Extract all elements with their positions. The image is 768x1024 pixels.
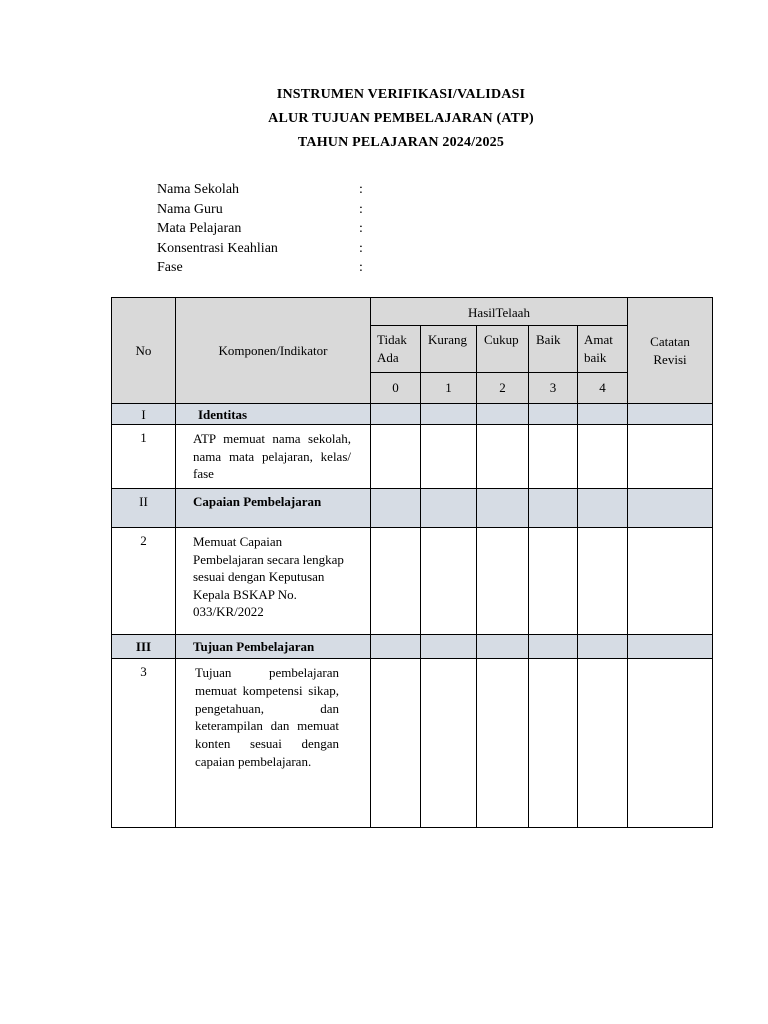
info-row-fase	[157, 258, 377, 278]
score-cell[interactable]	[421, 635, 477, 659]
identity-info-block	[157, 180, 377, 278]
score-cell[interactable]	[578, 425, 628, 489]
header-hasil-telaah: HasilTelaah	[371, 298, 628, 326]
rating-label-line-2: baik	[584, 350, 607, 365]
item-indicator: Tujuan pembelajaran memuat kompetensi sikap, pengetahuan, dan keterampilan dan memuat konten sesuai dengan capaian pembelajaran.	[176, 659, 371, 828]
header-score-3: 3	[529, 373, 578, 404]
score-cell[interactable]	[421, 404, 477, 425]
catatan-cell[interactable]	[628, 489, 713, 528]
score-cell[interactable]	[529, 404, 578, 425]
table-row	[112, 659, 713, 828]
header-catatan-line-1: Catatan	[650, 333, 690, 349]
header-catatan-revisi	[628, 298, 713, 404]
table-header-row	[112, 298, 713, 326]
item-indicator-line: 033/KR/2022	[193, 604, 264, 619]
section-number: III	[112, 635, 176, 659]
score-cell[interactable]	[371, 528, 421, 635]
score-cell[interactable]	[578, 489, 628, 528]
score-cell[interactable]	[529, 528, 578, 635]
item-number: 2	[112, 528, 176, 635]
header-rating-kurang	[421, 326, 477, 373]
score-cell[interactable]	[421, 659, 477, 828]
table-row	[112, 425, 713, 489]
score-cell[interactable]	[421, 528, 477, 635]
item-number: 1	[112, 425, 176, 489]
header-rating-amat-baik	[578, 326, 628, 373]
section-row-tujuan-pembelajaran	[112, 635, 713, 659]
document-title-line-1: INSTRUMEN VERIFIKASI/VALIDASI	[276, 87, 526, 102]
info-colon: :	[359, 221, 363, 237]
info-colon: :	[359, 240, 363, 256]
score-cell[interactable]	[371, 659, 421, 828]
score-cell[interactable]	[578, 635, 628, 659]
item-indicator-line: sesuai dengan Keputusan	[193, 569, 325, 584]
catatan-cell[interactable]	[628, 659, 713, 828]
item-indicator: ATP memuat nama sekolah, nama mata pelajaran, kelas/ fase	[176, 425, 371, 489]
rating-label-line-1: Kurang	[428, 332, 467, 347]
item-indicator-line: Memuat Capaian	[193, 534, 283, 549]
header-score-1: 1	[421, 373, 477, 404]
score-cell[interactable]	[371, 635, 421, 659]
score-cell[interactable]	[421, 489, 477, 528]
rating-label-line-1: Cukup	[484, 332, 519, 347]
catatan-cell[interactable]	[628, 635, 713, 659]
section-row-identitas	[112, 404, 713, 425]
header-no: No	[112, 298, 176, 404]
header-catatan-line-2: Revisi	[653, 351, 687, 367]
score-cell[interactable]	[578, 659, 628, 828]
rating-label-line-1: Baik	[536, 332, 561, 347]
info-row-konsentrasi-keahlian	[157, 239, 377, 259]
info-label: Fase	[157, 260, 183, 276]
score-cell[interactable]	[477, 635, 529, 659]
section-title: Identitas	[176, 404, 371, 425]
rating-label-line-1: Amat	[584, 332, 613, 347]
header-score-2: 2	[477, 373, 529, 404]
score-cell[interactable]	[477, 404, 529, 425]
score-cell[interactable]	[578, 528, 628, 635]
table-row	[112, 528, 713, 635]
header-rating-cukup	[477, 326, 529, 373]
score-cell[interactable]	[477, 659, 529, 828]
catatan-cell[interactable]	[628, 404, 713, 425]
score-cell[interactable]	[477, 528, 529, 635]
score-cell[interactable]	[421, 425, 477, 489]
info-label: Nama Sekolah	[157, 182, 240, 197]
item-indicator-line: Kepala BSKAP No.	[193, 586, 297, 602]
section-title: Tujuan Pembelajaran	[176, 635, 371, 659]
section-number: II	[112, 489, 176, 528]
section-number: I	[112, 404, 176, 425]
header-rating-baik	[529, 326, 578, 373]
score-cell[interactable]	[477, 489, 529, 528]
document-title-line-2: ALUR TUJUAN PEMBELAJARAN (ATP)	[268, 111, 534, 126]
header-rating-tidak-ada	[371, 326, 421, 373]
info-label: Konsentrasi Keahlian	[157, 240, 278, 256]
item-indicator	[176, 528, 371, 635]
info-colon: :	[359, 182, 363, 197]
item-number: 3	[112, 659, 176, 828]
section-title: Capaian Pembelajaran	[176, 489, 371, 528]
catatan-cell[interactable]	[628, 528, 713, 635]
info-row-nama-sekolah	[157, 180, 377, 200]
rating-label-line-2: Ada	[377, 350, 399, 365]
score-cell[interactable]	[529, 425, 578, 489]
score-cell[interactable]	[529, 659, 578, 828]
item-indicator-line: Pembelajaran secara lengkap	[193, 551, 344, 567]
header-komponen: Komponen/Indikator	[176, 298, 371, 404]
score-cell[interactable]	[529, 635, 578, 659]
score-cell[interactable]	[371, 404, 421, 425]
header-score-0: 0	[371, 373, 421, 404]
info-row-nama-guru	[157, 200, 377, 220]
info-colon: :	[359, 201, 363, 217]
section-row-capaian-pembelajaran	[112, 489, 713, 528]
info-label: Nama Guru	[157, 201, 223, 217]
score-cell[interactable]	[529, 489, 578, 528]
rating-label-line-1: Tidak	[377, 332, 407, 347]
document-title-line-3: TAHUN PELAJARAN 2024/2025	[297, 135, 505, 150]
score-cell[interactable]	[578, 404, 628, 425]
catatan-cell[interactable]	[628, 425, 713, 489]
score-cell[interactable]	[371, 489, 421, 528]
info-colon: :	[359, 260, 363, 276]
header-score-4: 4	[578, 373, 628, 404]
info-label: Mata Pelajaran	[157, 221, 242, 237]
rubric-table	[111, 297, 713, 828]
score-cell[interactable]	[371, 425, 421, 489]
info-row-mata-pelajaran	[157, 219, 377, 239]
score-cell[interactable]	[477, 425, 529, 489]
